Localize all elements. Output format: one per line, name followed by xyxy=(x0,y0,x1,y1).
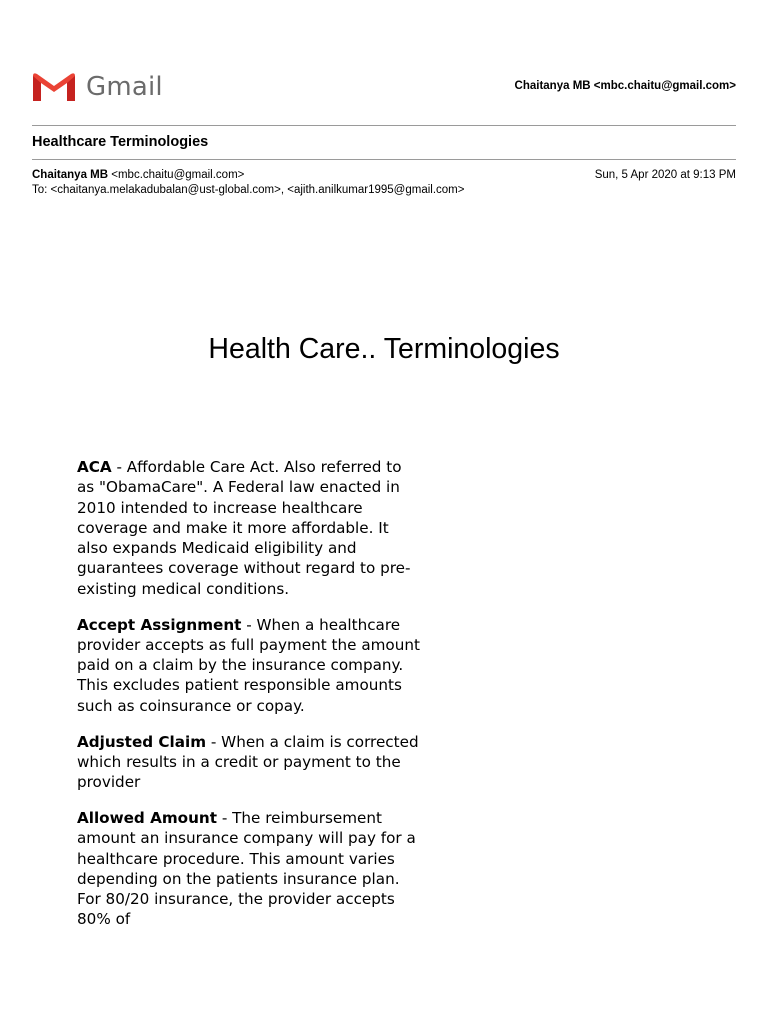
gmail-header xyxy=(32,60,736,114)
term-name: Allowed Amount xyxy=(77,808,217,827)
email-meta xyxy=(32,168,736,198)
term-definition: - When a claim is corrected which results in a credit or payment to the provider xyxy=(77,732,419,792)
email-subject: Healthcare Terminologies xyxy=(32,134,209,150)
term-definition: - Affordable Care Act. Also referred to as "ObamaCare". A Federal law enacted in 2010 intended to increase healthcare coverage and make it more affordable. It also expands Medicaid eligibility and guarantees coverage without regard to pre-existing medical conditions. xyxy=(77,458,411,598)
sender-name: Chaitanya MB xyxy=(32,169,109,181)
gmail-envelope-icon xyxy=(32,71,76,103)
term-entry-allowed-amount xyxy=(77,808,422,930)
sent-date: Sun, 5 Apr 2020 at 9:13 PM xyxy=(594,169,736,181)
term-entry-aca xyxy=(77,457,422,599)
term-entry-accept-assignment xyxy=(77,615,422,716)
sender-row xyxy=(32,168,736,183)
document-title: Health Care.. Terminologies xyxy=(208,333,560,365)
header-divider xyxy=(32,125,736,126)
sender-email: <mbc.chaitu@gmail.com> xyxy=(111,169,245,181)
account-identity: Chaitanya MB <mbc.chaitu@gmail.com> xyxy=(514,80,736,92)
terms-list xyxy=(77,457,422,945)
term-definition: - The reimbursement amount an insurance company will pay for a healthcare procedure. This amount varies depending on the patients insurance plan. For 80/20 insurance, the provider accepts 80% of xyxy=(77,808,416,929)
gmail-wordmark: Gmail xyxy=(86,72,163,102)
term-definition: - When a healthcare provider accepts as full payment the amount paid on a claim by the insurance company. This excludes patient responsible amounts such as coinsurance or copay. xyxy=(77,615,420,715)
term-entry-adjusted-claim xyxy=(77,732,422,793)
term-name: ACA xyxy=(77,458,112,476)
sender xyxy=(32,168,244,183)
term-name: Accept Assignment xyxy=(77,615,242,634)
gmail-logo xyxy=(32,70,172,104)
subject-divider xyxy=(32,159,736,160)
term-name: Adjusted Claim xyxy=(77,732,207,751)
recipients: To: <chaitanya.melakadubalan@ust-global.com>, <ajith.anilkumar1995@gmail.com> xyxy=(32,184,465,196)
